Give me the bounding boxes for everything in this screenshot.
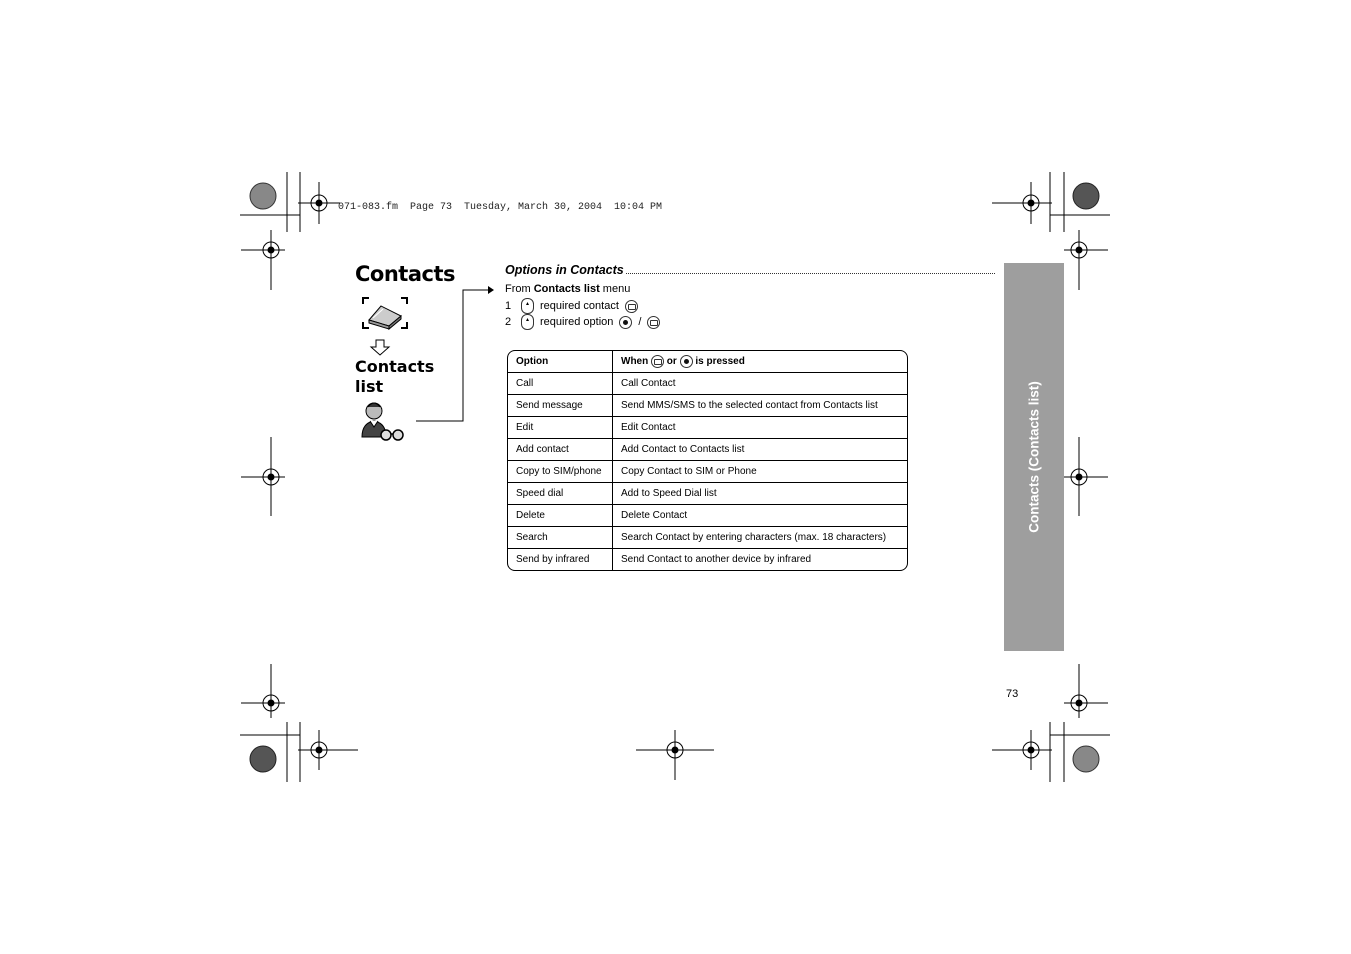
section-heading	[505, 263, 995, 277]
navigation-key-icon: ▴	[521, 298, 534, 314]
step-separator: /	[638, 316, 642, 328]
table-row	[508, 505, 907, 527]
table-row	[508, 373, 907, 395]
option-cell: Send message	[508, 395, 613, 417]
action-cell: Delete Contact	[613, 505, 907, 527]
action-cell: Search Contact by entering characters (max. 18 characters)	[613, 527, 907, 549]
option-cell: Call	[508, 373, 613, 395]
dot-leader	[626, 264, 995, 274]
option-cell: Delete	[508, 505, 613, 527]
option-cell: Send by infrared	[508, 549, 613, 570]
navigation-key-icon: ▴	[521, 314, 534, 330]
step-number: 2	[505, 316, 512, 328]
action-cell: Add Contact to Contacts list	[613, 439, 907, 461]
action-cell: Call Contact	[613, 373, 907, 395]
soft-key-icon	[651, 355, 664, 368]
action-cell: Add to Speed Dial list	[613, 483, 907, 505]
action-cell: Copy Contact to SIM or Phone	[613, 461, 907, 483]
registration-target	[298, 182, 340, 224]
step-text: required contact	[540, 300, 619, 312]
side-tab-label: Contacts (Contacts list)	[1026, 381, 1042, 533]
option-cell: Copy to SIM/phone	[508, 461, 613, 483]
action-cell: Edit Contact	[613, 417, 907, 439]
table-row	[508, 439, 907, 461]
contact-person-icon	[360, 399, 406, 443]
option-cell: Search	[508, 527, 613, 549]
when-suffix: is pressed	[695, 356, 745, 368]
options-table	[507, 350, 908, 571]
center-key-icon	[680, 355, 693, 368]
action-cell: Send MMS/SMS to the selected contact from Contacts list	[613, 395, 907, 417]
option-column-header: Option	[508, 351, 613, 373]
from-menu-name: Contacts list	[533, 283, 600, 295]
table-row	[508, 483, 907, 505]
table-row	[508, 527, 907, 549]
table-row	[508, 461, 907, 483]
option-cell: Add contact	[508, 439, 613, 461]
when-column-header	[613, 351, 907, 373]
option-cell: Edit	[508, 417, 613, 439]
file-info-header: 071-083.fm Page 73 Tuesday, March 30, 2004 10:04 PM	[338, 202, 663, 213]
table-row	[508, 549, 907, 570]
step-number: 1	[505, 300, 512, 312]
when-prefix: When	[621, 356, 649, 368]
table-row	[508, 417, 907, 439]
step-text: required option	[540, 316, 614, 328]
from-prefix: From	[505, 283, 534, 295]
soft-key-icon	[625, 300, 638, 313]
section-heading-text: Options in Contacts	[505, 263, 624, 277]
when-or: or	[666, 356, 677, 368]
table-row	[508, 395, 907, 417]
page-number: 73	[1006, 688, 1019, 700]
from-suffix: menu	[599, 283, 631, 295]
soft-key-icon	[647, 316, 660, 329]
contacts-phonebook-icon	[359, 294, 411, 334]
from-menu-line	[505, 283, 630, 295]
submenu-title: Contacts list	[355, 357, 435, 396]
chapter-title: Contacts	[355, 262, 455, 286]
chapter-side-tab	[1004, 263, 1064, 651]
step-1	[505, 298, 638, 314]
option-cell: Speed dial	[508, 483, 613, 505]
table-header-row	[508, 351, 907, 373]
action-cell: Send Contact to another device by infrared	[621, 554, 812, 565]
step-2	[505, 314, 660, 330]
center-key-icon	[619, 316, 632, 329]
